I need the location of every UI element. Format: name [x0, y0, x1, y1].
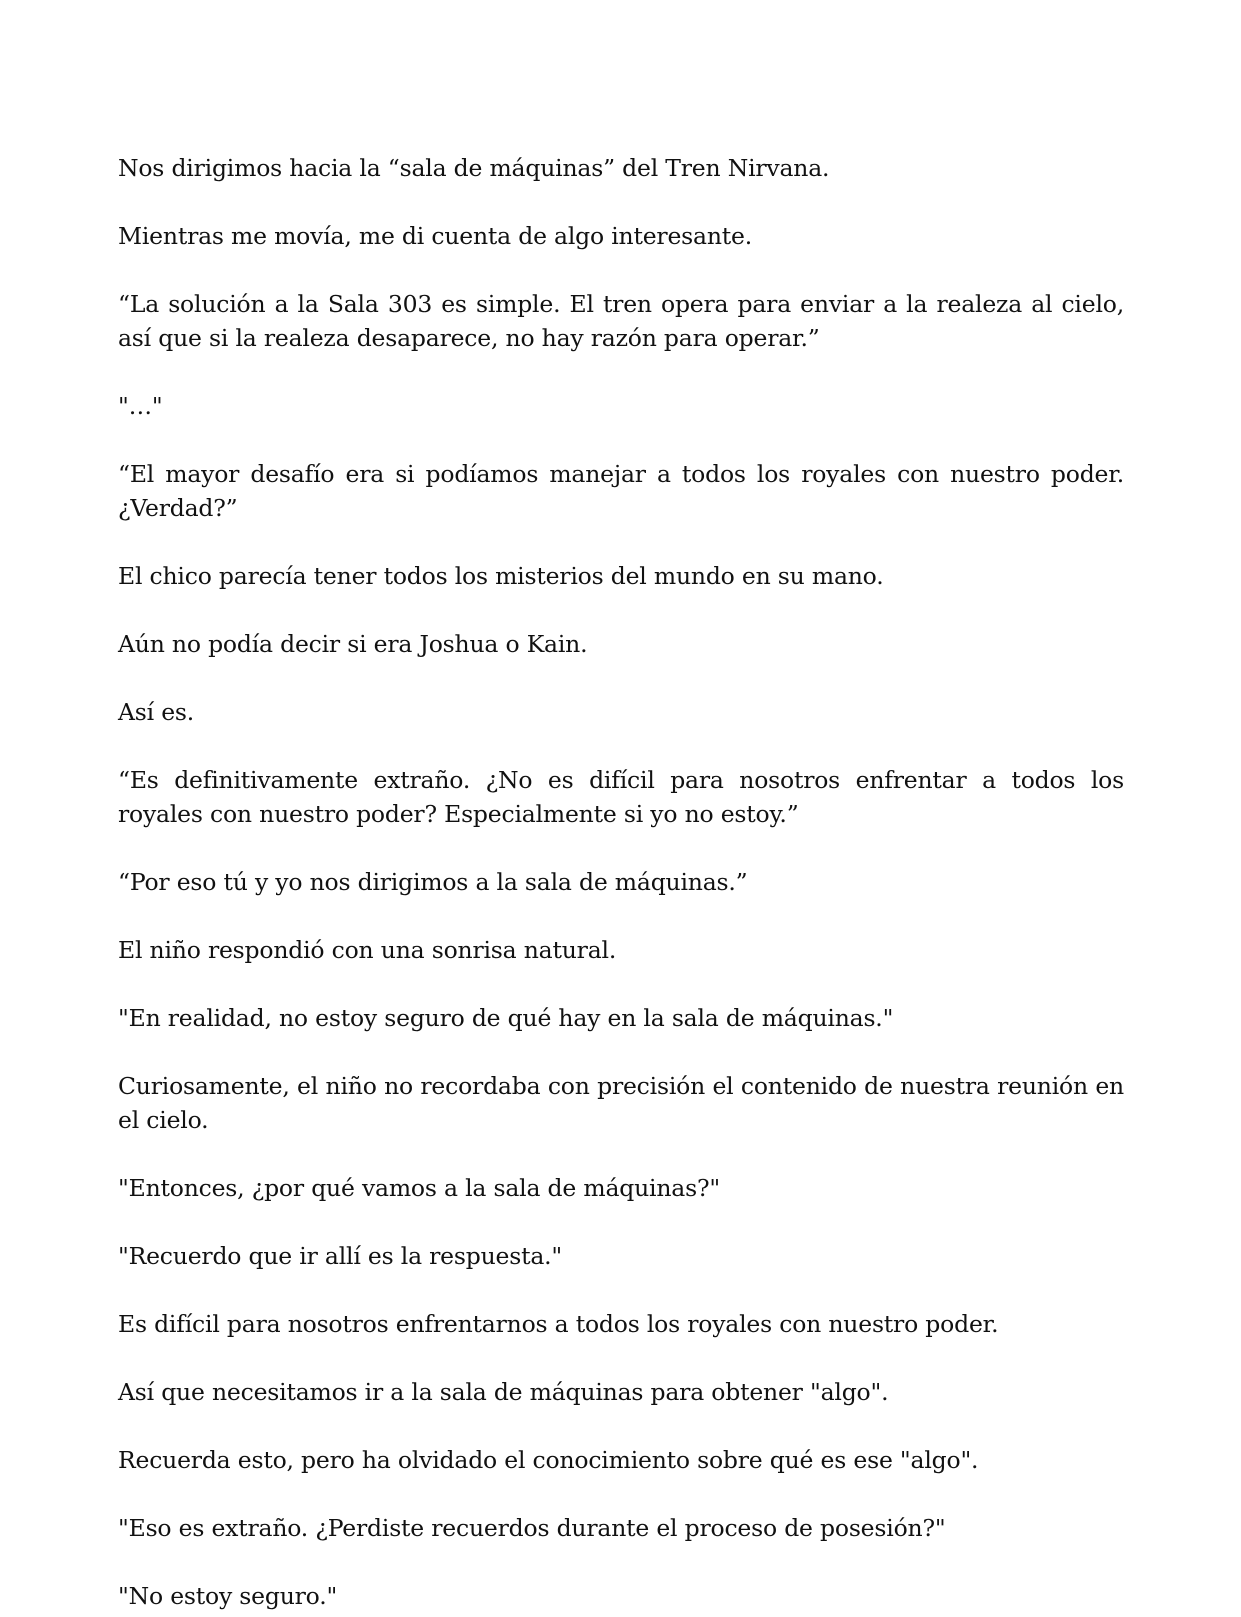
paragraph: El chico parecía tener todos los misterios del mundo en su mano. — [118, 562, 884, 590]
paragraph: "No estoy seguro." — [118, 1582, 338, 1610]
paragraph: Nos dirigimos hacia la “sala de máquinas” del Tren Nirvana. — [118, 154, 830, 182]
paragraph: “Es definitivamente extraño. ¿No es difícil para nosotros enfrentar a todos los royales con nuestro poder? Especialmente si yo no estoy.” — [118, 766, 1124, 828]
paragraph: “La solución a la Sala 303 es simple. El tren opera para enviar a la realeza al cielo, así que si la realeza desaparece, no hay razón para operar.” — [118, 290, 1124, 352]
paragraph: Aún no podía decir si era Joshua o Kain. — [118, 630, 588, 658]
paragraph: Recuerda esto, pero ha olvidado el conocimiento sobre qué es ese "algo". — [118, 1446, 979, 1474]
paragraph: "En realidad, no estoy seguro de qué hay en la sala de máquinas." — [118, 1004, 894, 1032]
paragraph: “Por eso tú y yo nos dirigimos a la sala de máquinas.” — [118, 868, 748, 896]
paragraph: Curiosamente, el niño no recordaba con precisión el contenido de nuestra reunión en el cielo. — [118, 1072, 1124, 1134]
paragraph: “El mayor desafío era si podíamos manejar a todos los royales con nuestro poder. ¿Verdad?” — [118, 460, 1124, 522]
paragraph: "Entonces, ¿por qué vamos a la sala de máquinas?" — [118, 1174, 720, 1202]
paragraph: "Eso es extraño. ¿Perdiste recuerdos durante el proceso de posesión?" — [118, 1514, 946, 1542]
paragraph: "Recuerdo que ir allí es la respuesta." — [118, 1242, 563, 1270]
paragraph: Así que necesitamos ir a la sala de máquinas para obtener "algo". — [118, 1378, 889, 1406]
paragraph: Mientras me movía, me di cuenta de algo interesante. — [118, 222, 753, 250]
paragraph: Es difícil para nosotros enfrentarnos a todos los royales con nuestro poder. — [118, 1310, 999, 1338]
paragraph: Así es. — [118, 698, 195, 726]
paragraph: El niño respondió con una sonrisa natural. — [118, 936, 617, 964]
document-body — [118, 151, 1124, 1617]
paragraph: "…" — [118, 392, 163, 420]
